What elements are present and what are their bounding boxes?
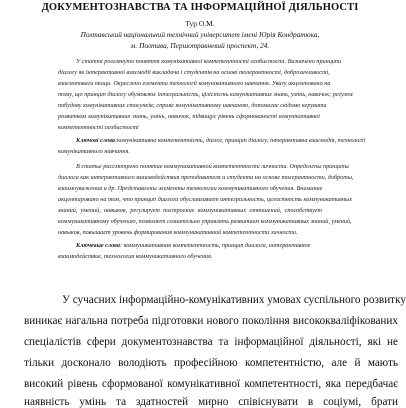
abstract-uk-line: компетентності особистості — [58, 124, 139, 131]
body-paragraph-line: наявність умінь та здатностей мирно співіснувати в соціумі, брати — [24, 396, 398, 408]
abstract-ru-line: диалога как интерактивного взаимодействия преподавателя и студента на основе толерантности, доброты, — [58, 174, 354, 181]
body-paragraph-line: виникає нагальна потреба підготовки нового покоління висококваліфікованих — [24, 315, 398, 327]
abstract-ru-line: акцентировано на том, что принцип диалога обуславливает интегральность, целостность коммуникативных — [58, 196, 352, 203]
abstract-ru-line: коммуникативному обучению, позволяет сознательно управлять развитием коммуникативных знаний, умений, — [58, 218, 352, 225]
abstract-uk-line: розвитком комунікативних знань, умінь, навичок, підвищує рівень сформованості комунікативної — [58, 113, 320, 120]
body-paragraph-line: високий рівень сформованої комунікативної компетентності, яка передбачає — [24, 378, 398, 390]
abstract-ru-line: В статье рассмотрено понятие коммуникативной компетентности личности. Определены принципы — [76, 163, 349, 170]
abstract-ru-line: навыков, повышает уровень формирования коммуникативной компетентности личности. — [58, 229, 298, 236]
affiliation-line-2: м. Полтава, Першотравневий проспект, 24. — [130, 41, 270, 50]
author-name: Тур О.М. — [185, 19, 215, 28]
abstract-ru-line: взаимоуважения и др. Представлены элементы технологии коммуникативного обучения. Внимание — [58, 185, 323, 192]
affiliation-line-1: Полтавський національний технічний університет імені Юрія Кондратюка, — [80, 30, 320, 39]
paper-title: ДОКУМЕНТОЗНАВСТВА ТА ІНФОРМАЦІЙНОЇ ДІЯЛЬНОСТІ — [41, 2, 359, 13]
abstract-uk-line: діалогу як інтерактивної взаємодії викладача і студентів на основі толерантності, доброзичливості, — [58, 69, 330, 76]
keywords-uk-label: Ключові слова — [76, 137, 116, 144]
body-paragraph-line: спеціалістів сфери документознавства та інформаційної діяльності, які не — [24, 336, 398, 348]
keywords-uk-text: :комунікативна компетентність, діалог, принцип діалогу, інтерактивна взаємодія, технології — [115, 137, 366, 144]
body-paragraph-line: У сучасних інформаційно-комунікативних умовах суспільного розвитку — [62, 294, 406, 306]
abstract-uk-line: тому, що принцип діалогу обумовлює інтегральність, цілісність комунікативних знань, умінь, навичок; регулює — [58, 91, 354, 98]
abstract-ru-line: знаний, умений, навыков, регулирует построение коммуникативных отношений, способствует — [58, 207, 322, 214]
keywords-ru-text: : коммуникативная компетентность, принцип диалога, интерактивное — [119, 242, 311, 249]
keywords-uk-text: комунікативного навчання. — [58, 148, 130, 155]
abstract-uk-line: побудову комунікативних стосунків; сприяє комунікативному навчанню, допомагає свідомо керувати — [58, 102, 327, 109]
abstract-uk-line: У статті розглянуто поняття комунікативної компетентності особистості. Визначено принципи — [76, 58, 342, 65]
abstract-uk-line: взаємоповаги тощо. Окреслено елементи технології комунікативного навчання. Увагу акцентовано на — [58, 80, 331, 87]
keywords-ru-text: взаимодействие, технология коммуникативного обучения. — [58, 253, 213, 260]
body-paragraph-line: тільки досконало володіють професійною компетентністю, але й мають — [24, 357, 398, 369]
keywords-ru-label: Ключевые слова — [76, 242, 120, 249]
